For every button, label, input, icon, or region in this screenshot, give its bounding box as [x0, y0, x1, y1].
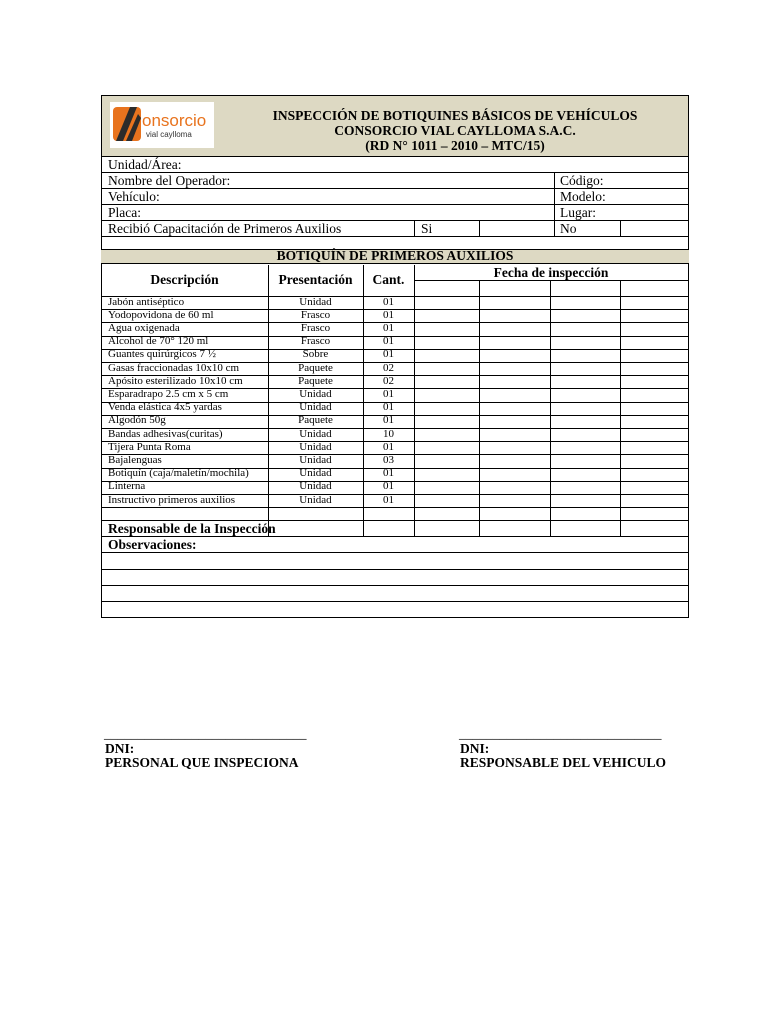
item-presentation: Unidad: [299, 387, 332, 400]
option-no[interactable]: No: [560, 221, 577, 236]
item-quantity: 01: [383, 480, 394, 493]
item-presentation: Frasco: [300, 335, 331, 348]
col-descripcion: Descripción: [150, 272, 219, 287]
item-description: Guantes quirúrgicos 7 ½: [108, 348, 216, 361]
item-presentation: Frasco: [300, 321, 331, 334]
table-row: [101, 507, 689, 508]
item-description: Jabón antiséptico: [108, 295, 185, 308]
item-description: Venda elástica 4x5 yardas: [108, 401, 222, 414]
row-line: [101, 204, 689, 205]
section-title: BOTIQUÍN DE PRIMEROS AUXILIOS: [276, 248, 514, 263]
dni-left-label: DNI:: [105, 741, 135, 756]
col-presentacion: Presentación: [278, 272, 353, 287]
obs-line[interactable]: [101, 601, 689, 602]
item-presentation: Sobre: [302, 348, 329, 361]
item-quantity: 01: [383, 335, 394, 348]
item-quantity: 01: [383, 387, 394, 400]
title-line-3: (RD N° 1011 – 2010 – MTC/15): [365, 138, 545, 153]
field-operador[interactable]: Nombre del Operador:: [108, 173, 231, 188]
item-presentation: Unidad: [299, 427, 332, 440]
obs-line[interactable]: [101, 569, 689, 570]
field-vehiculo[interactable]: Vehículo:: [108, 189, 160, 204]
item-quantity: 01: [383, 295, 394, 308]
item-quantity: 01: [383, 401, 394, 414]
item-description: Linterna: [108, 480, 146, 493]
title-line-1: INSPECCIÓN DE BOTIQUINES BÁSICOS DE VEHÍCULOS: [272, 108, 638, 123]
field-unidad[interactable]: Unidad/Área:: [108, 157, 182, 172]
signature-line-left[interactable]: ______________________________: [104, 726, 307, 741]
item-presentation: Unidad: [299, 480, 332, 493]
item-quantity: 02: [383, 361, 394, 374]
signature-line-right[interactable]: ______________________________: [459, 726, 662, 741]
item-presentation: Paquete: [298, 374, 333, 387]
item-quantity: 03: [383, 453, 394, 466]
frame-right-border: [688, 95, 689, 618]
col-divider: [414, 265, 415, 537]
info-divider: [620, 220, 621, 237]
col-fecha-inspeccion: Fecha de inspección: [493, 265, 609, 280]
item-description: Bandas adhesivas(curitas): [108, 427, 223, 440]
item-presentation: Frasco: [300, 308, 331, 321]
obs-line[interactable]: [101, 552, 689, 553]
item-quantity: 01: [383, 414, 394, 427]
form-title: [220, 108, 690, 153]
info-divider: [479, 220, 480, 237]
item-description: Instructivo primeros auxilios: [108, 493, 236, 506]
item-presentation: Unidad: [299, 440, 332, 453]
logo-sub-text: vial caylloma: [146, 130, 192, 139]
item-presentation: Paquete: [298, 414, 333, 427]
item-quantity: 01: [383, 440, 394, 453]
field-lugar[interactable]: Lugar:: [560, 205, 596, 220]
item-description: Agua oxigenada: [108, 321, 180, 334]
responsable-label: Responsable de la Inspección: [108, 521, 276, 536]
field-capacitacion: Recibió Capacitación de Primeros Auxilios: [108, 221, 342, 236]
field-modelo[interactable]: Modelo:: [560, 189, 606, 204]
item-quantity: 01: [383, 467, 394, 480]
item-description: Gasas fraccionadas 10x10 cm: [108, 361, 240, 374]
date-col-divider: [620, 280, 621, 537]
signer-role-left: PERSONAL QUE INSPECIONA: [105, 755, 299, 770]
item-presentation: Unidad: [299, 401, 332, 414]
option-si[interactable]: Si: [421, 221, 433, 236]
item-quantity: 01: [383, 308, 394, 321]
item-description: Tijera Punta Roma: [108, 440, 191, 453]
info-divider: [554, 172, 555, 237]
company-logo: [110, 102, 214, 148]
item-presentation: Unidad: [299, 493, 332, 506]
item-presentation: Unidad: [299, 295, 332, 308]
frame-bottom-border: [101, 617, 689, 618]
date-col-divider: [479, 280, 480, 537]
item-quantity: 01: [383, 348, 394, 361]
header-sub-line: [414, 280, 688, 281]
row-line: [101, 236, 689, 237]
item-description: Alcohol de 70° 120 ml: [108, 335, 209, 348]
logo-brand-text: onsorcio: [142, 111, 207, 130]
date-col-divider: [550, 280, 551, 537]
title-line-2: CONSORCIO VIAL CAYLLOMA S.A.C.: [334, 123, 576, 138]
col-cantidad: Cant.: [372, 272, 405, 287]
item-presentation: Unidad: [299, 467, 332, 480]
field-codigo[interactable]: Código:: [560, 173, 604, 188]
obs-line[interactable]: [101, 585, 689, 586]
item-description: Esparadrapo 2.5 cm x 5 cm: [108, 387, 229, 400]
observaciones-label: Observaciones:: [108, 537, 197, 552]
item-description: Apósito esterilizado 10x10 cm: [108, 374, 243, 387]
item-presentation: Paquete: [298, 361, 333, 374]
item-quantity: 10: [383, 427, 394, 440]
frame-left-border: [101, 95, 102, 618]
item-presentation: Unidad: [299, 453, 332, 466]
dni-right-label: DNI:: [460, 741, 490, 756]
item-quantity: 01: [383, 493, 394, 506]
item-quantity: 01: [383, 321, 394, 334]
item-description: Botiquín (caja/maletín/mochila): [108, 467, 249, 480]
info-divider: [414, 220, 415, 237]
field-placa[interactable]: Placa:: [108, 205, 141, 220]
item-quantity: 02: [383, 374, 394, 387]
item-description: Algodón 50g: [108, 414, 166, 427]
signer-role-right: RESPONSABLE DEL VEHICULO: [460, 755, 667, 770]
item-description: Yodopovidona de 60 ml: [108, 308, 214, 321]
item-description: Bajalenguas: [108, 453, 162, 466]
